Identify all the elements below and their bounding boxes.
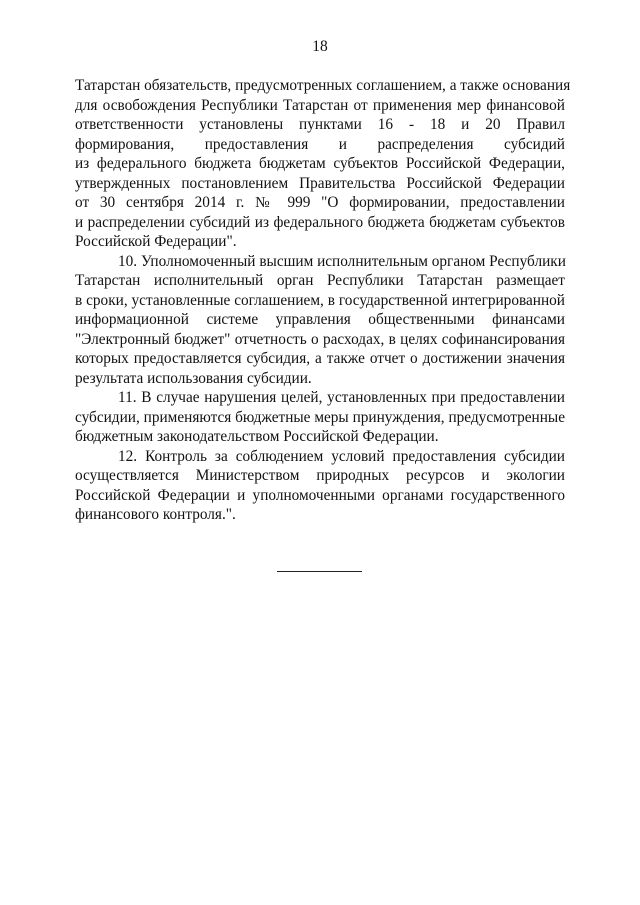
paragraph-11	[75, 388, 565, 447]
text-line: 10. Уполномоченный высшим исполнительным органом Республики	[118, 252, 566, 270]
paragraph-continuation	[75, 76, 571, 252]
text-line: Российской Федерации и уполномоченными органами государственного	[75, 486, 565, 504]
end-separator-line	[277, 571, 362, 572]
text-line: осуществляется Министерством природных ресурсов и экологии	[75, 467, 565, 484]
text-line: в сроки, установленные соглашением, в государственной интегрированной	[75, 291, 565, 309]
text-line: из федерального бюджета бюджетам субъектов Российской Федерации,	[75, 155, 565, 172]
text-line: финансового контроля.".	[75, 506, 236, 523]
text-line: от 30 сентября 2014 г. № 999 "О формировании, предоставлении	[75, 194, 565, 211]
text-line: Татарстан исполнительный орган Республики Татарстан размещает	[75, 272, 565, 289]
text-line: и распределении субсидий из федерального бюджета бюджетам субъектов	[75, 213, 565, 231]
text-line: 11. В случае нарушения целей, установленных при предоставлении	[118, 389, 565, 406]
paragraph-12	[75, 447, 565, 525]
text-line: утвержденных постановлением Правительства Российской Федерации	[75, 174, 565, 192]
text-line: для освобождения Республики Татарстан от применения мер финансовой	[75, 96, 565, 114]
text-line: бюджетным законодательством Российской Федерации.	[75, 428, 439, 445]
page-number: 18	[312, 38, 328, 55]
text-line: 12. Контроль за соблюдением условий предоставления субсидии	[118, 447, 565, 465]
text-line: информационной системе управления общественными финансами	[75, 311, 565, 328]
text-line: результата использования субсидии.	[75, 369, 312, 387]
text-line: субсидии, применяются бюджетные меры принуждения, предусмотренные	[75, 408, 565, 426]
document-body	[75, 76, 571, 525]
text-line: формирования, предоставления и распределения субсидий	[75, 135, 565, 153]
text-line: Татарстан обязательств, предусмотренных соглашением, а также основания	[75, 77, 571, 94]
text-line: ответственности установлены пунктами 16 - 18 и 20 Правил	[75, 116, 565, 133]
text-line: "Электронный бюджет" отчетность о расходах, в целях софинансирования	[75, 330, 565, 348]
text-line: которых предоставляется субсидия, а также отчет о достижении значения	[75, 350, 565, 367]
paragraph-10	[75, 252, 565, 389]
text-line: Российской Федерации".	[75, 233, 237, 250]
